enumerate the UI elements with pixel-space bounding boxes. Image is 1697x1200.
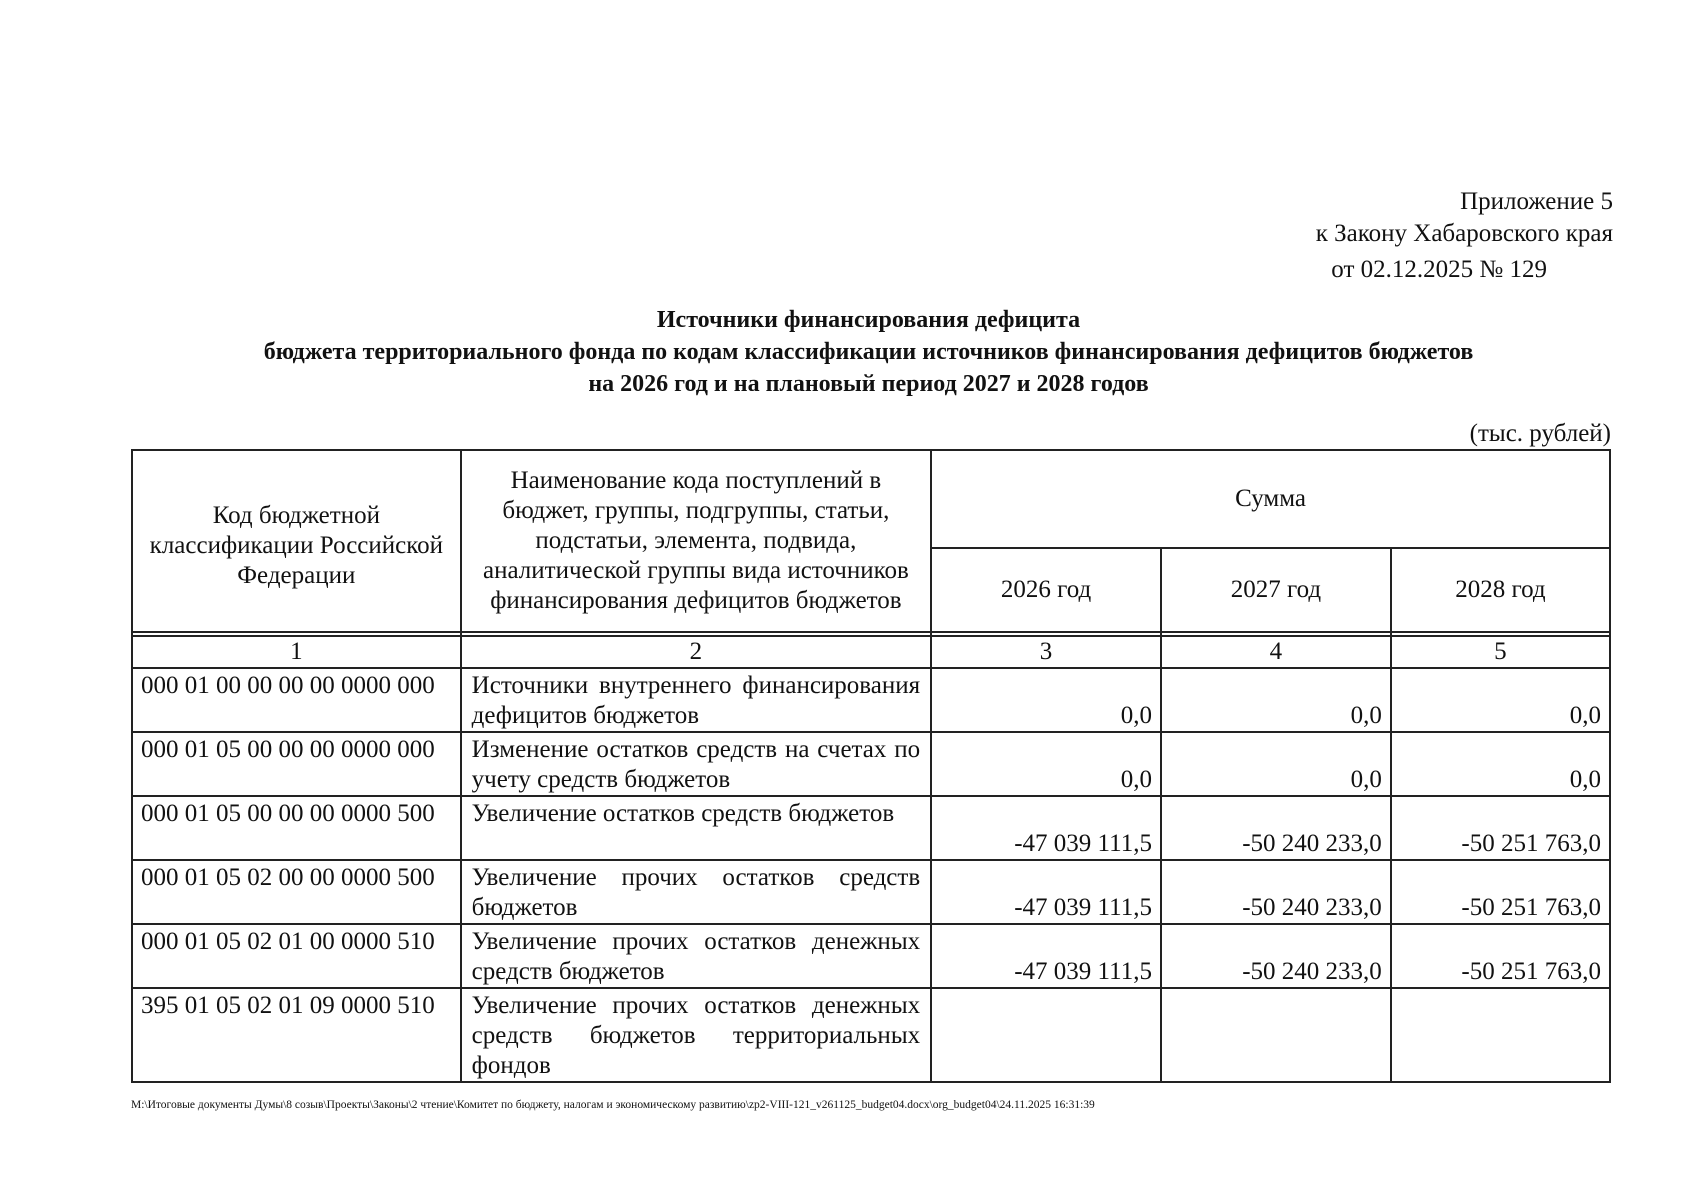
column-number: 5 <box>1391 636 1610 668</box>
header-code: Код бюджетной классификации Российской Федерации <box>132 450 461 632</box>
title-line-1: Источники финансирования дефицита <box>656 307 1081 333</box>
header-sum: Сумма <box>931 450 1610 548</box>
row-amount-2026: -47 039 111,5 <box>931 796 1161 860</box>
column-number: 1 <box>132 636 461 668</box>
row-amount-2027: 0,0 <box>1161 668 1391 732</box>
row-amount-2026: 0,0 <box>931 732 1161 796</box>
row-code: 000 01 05 00 00 00 0000 000 <box>132 732 461 796</box>
row-name: Увеличение остатков средств бюджетов <box>461 796 931 860</box>
row-name: Изменение остатков средств на счетах по учету средств бюджетов <box>461 732 931 796</box>
row-amount-2028: -50 251 763,0 <box>1391 924 1610 988</box>
document-title <box>0 304 1697 400</box>
table-row <box>132 860 1610 924</box>
row-name: Увеличение прочих остатков средств бюджетов <box>461 860 931 924</box>
table-header-row <box>132 450 1610 548</box>
row-amount-2026: -47 039 111,5 <box>931 860 1161 924</box>
row-name: Увеличение прочих остатков денежных средств бюджетов <box>461 924 931 988</box>
appendix-line-2: к Закону Хабаровского края <box>1315 220 1613 247</box>
row-amount-2028: -50 251 763,0 <box>1391 860 1610 924</box>
deficit-sources-table <box>131 449 1611 1083</box>
table-row <box>132 796 1610 860</box>
appendix-line-3: от 02.12.2025 № 129 <box>1331 256 1547 283</box>
row-amount-2028: 0,0 <box>1391 668 1610 732</box>
row-code: 000 01 05 00 00 00 0000 500 <box>132 796 461 860</box>
appendix-header <box>1316 186 1613 286</box>
column-number: 2 <box>461 636 931 668</box>
table-row <box>132 988 1610 1082</box>
row-amount-2028: -50 251 763,0 <box>1391 796 1610 860</box>
column-number: 3 <box>931 636 1161 668</box>
appendix-line-1: Приложение 5 <box>1460 188 1613 215</box>
row-amount-2027: -50 240 233,0 <box>1161 924 1391 988</box>
footer-file-path: M:\Итоговые документы Думы\8 созыв\Проекты\Законы\2 чтение\Комитет по бюджету, налогам и экономическому развитию\zp2-VIII-121_v261125_budget04.docx\org_budget04\24.11.2025 16:31:39 <box>131 1099 1095 1111</box>
table-row <box>132 668 1610 732</box>
row-name: Увеличение прочих остатков денежных средств бюджетов территориальных фондов <box>461 988 931 1082</box>
row-code: 000 01 00 00 00 00 0000 000 <box>132 668 461 732</box>
table-row <box>132 732 1610 796</box>
row-amount-2026: -47 039 111,5 <box>931 924 1161 988</box>
column-number-row <box>132 636 1610 668</box>
row-amount-2027 <box>1161 988 1391 1082</box>
row-amount-2027: -50 240 233,0 <box>1161 860 1391 924</box>
row-amount-2027: 0,0 <box>1161 732 1391 796</box>
header-year-2028: 2028 год <box>1391 548 1610 632</box>
header-year-2026: 2026 год <box>931 548 1161 632</box>
title-line-3: на 2026 год и на плановый период 2027 и 2028 годов <box>588 371 1149 397</box>
header-name: Наименование кода поступлений в бюджет, группы, подгруппы, статьи, подстатьи, элемента, подвида, аналитической группы вида источников финансирования дефицитов бюджетов <box>461 450 931 632</box>
row-name: Источники внутреннего финансирования дефицитов бюджетов <box>461 668 931 732</box>
row-amount-2026 <box>931 988 1161 1082</box>
row-amount-2028: 0,0 <box>1391 732 1610 796</box>
table-row <box>132 924 1610 988</box>
row-code: 000 01 05 02 00 00 0000 500 <box>132 860 461 924</box>
column-number: 4 <box>1161 636 1391 668</box>
title-line-2: бюджета территориального фонда по кодам классификации источников финансирования дефицитов бюджетов <box>263 339 1474 365</box>
row-amount-2027: -50 240 233,0 <box>1161 796 1391 860</box>
units-label: (тыс. рублей) <box>1469 420 1611 447</box>
row-code: 395 01 05 02 01 09 0000 510 <box>132 988 461 1082</box>
header-year-2027: 2027 год <box>1161 548 1391 632</box>
row-amount-2026: 0,0 <box>931 668 1161 732</box>
row-amount-2028 <box>1391 988 1610 1082</box>
row-code: 000 01 05 02 01 00 0000 510 <box>132 924 461 988</box>
